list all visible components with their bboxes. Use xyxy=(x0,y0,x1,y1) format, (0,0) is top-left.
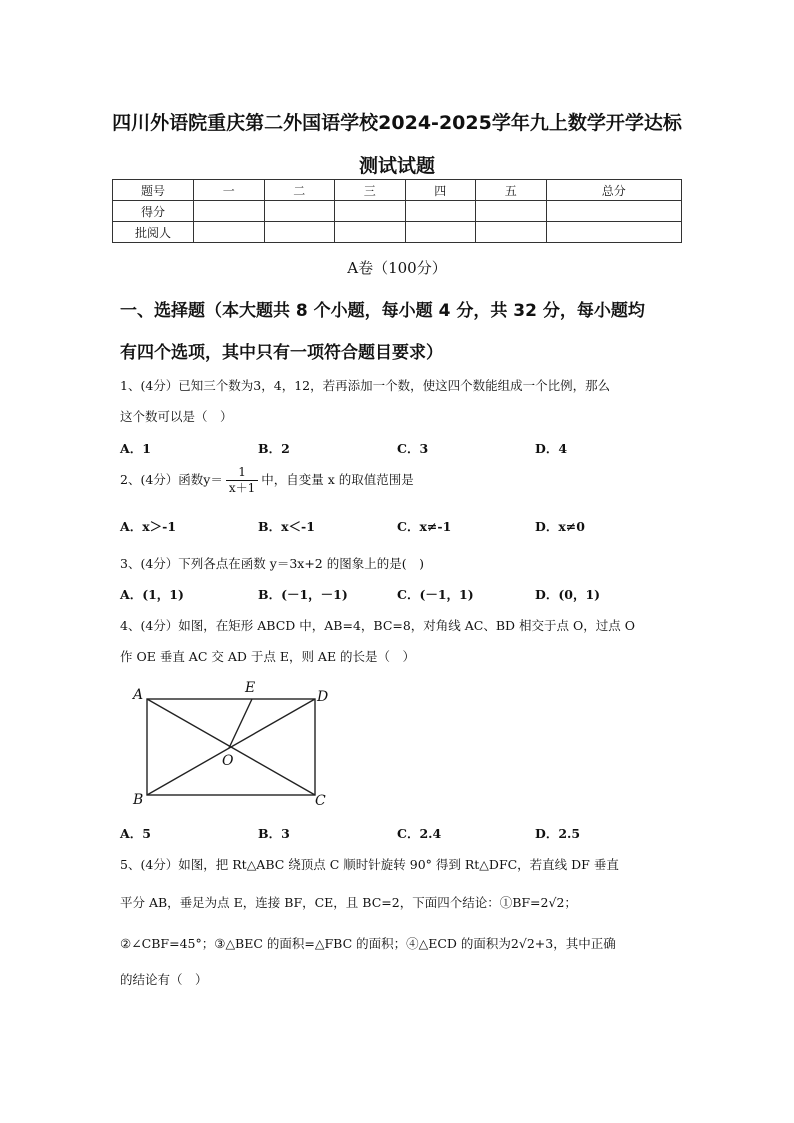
score-table-header-cell: 三 xyxy=(335,180,406,201)
grader-cell[interactable] xyxy=(194,222,265,243)
q5-line2-end: ； xyxy=(564,895,577,910)
score-table-header-row xyxy=(113,180,682,201)
score-table-header-cell: 总分 xyxy=(546,180,682,201)
question-1-line1: 1、(4分）已知三个数为3，4，12，若再添加一个数，使这四个数能组成一个比例，那么 xyxy=(120,378,611,393)
score-cell[interactable] xyxy=(476,201,547,222)
score-table-row xyxy=(113,222,682,243)
score-cell[interactable] xyxy=(405,201,476,222)
score-cell[interactable] xyxy=(546,201,682,222)
score-table-header-cell: 二 xyxy=(264,180,335,201)
rectangle-figure xyxy=(125,677,355,812)
q2-fraction xyxy=(226,465,258,496)
score-cell[interactable] xyxy=(194,201,265,222)
label-d: D xyxy=(317,689,329,705)
label-o: O xyxy=(222,753,234,769)
label-c: C xyxy=(315,793,326,809)
q5-line3-end: ，其中正确 xyxy=(553,936,616,951)
q5-line2-text: 平分 AB，垂足为点 E，连接 BF，CE，且 BC=2，下面四个结论：①BF= xyxy=(120,895,541,910)
grader-cell[interactable] xyxy=(546,222,682,243)
q1-option-b[interactable]: B．2 xyxy=(258,441,290,456)
grader-cell[interactable] xyxy=(264,222,335,243)
label-a: A xyxy=(133,687,144,703)
score-table-row-label: 得分 xyxy=(113,201,194,222)
score-table-header-cell: 题号 xyxy=(113,180,194,201)
paper-title-line2: 测试试题 xyxy=(358,155,435,177)
score-cell[interactable] xyxy=(335,201,406,222)
question-5-line1: 5、(4分）如图，把 Rt△ABC 绕顶点 C 顺时针旋转 90° 得到 Rt△DFC，若直线 DF 垂直 xyxy=(120,857,619,872)
q2-option-d[interactable]: D．x≠0 xyxy=(535,519,585,534)
q4-option-a[interactable]: A．5 xyxy=(120,826,151,841)
score-cell[interactable] xyxy=(264,201,335,222)
q4-option-d[interactable]: D．2.5 xyxy=(535,826,581,841)
q3-option-c[interactable]: C．(－1，1) xyxy=(397,587,474,602)
q2-suffix: 中，自变量 x 的取值范围是 xyxy=(261,472,414,487)
score-table xyxy=(112,179,682,243)
q3-option-d[interactable]: D．(0，1) xyxy=(535,587,601,602)
grader-cell[interactable] xyxy=(476,222,547,243)
grader-cell[interactable] xyxy=(335,222,406,243)
q5-line3-text: ②∠CBF=45°；③△BEC 的面积=△FBC 的面积；④△ECD 的面积为 xyxy=(120,936,511,951)
part1-heading-line1: 一、选择题（本大题共 8 个小题，每小题 4 分，共 32 分，每小题均 xyxy=(120,301,645,321)
question-5-line4: 的结论有（ ） xyxy=(120,972,208,987)
score-table-row xyxy=(113,201,682,222)
q5-math-bf: 2√2 xyxy=(540,895,565,910)
label-e: E xyxy=(245,680,256,696)
q2-prefix: 2、(4分）函数 xyxy=(120,472,204,487)
question-3-line1: 3、(4分）下列各点在函数 y＝3x+2 的图象上的是( ) xyxy=(120,556,424,571)
label-b: B xyxy=(133,792,144,808)
q3-option-a[interactable]: A．(1，1) xyxy=(120,587,184,602)
score-table-row-label: 批阅人 xyxy=(113,222,194,243)
score-table-header-cell: 一 xyxy=(194,180,265,201)
grader-cell[interactable] xyxy=(405,222,476,243)
score-table-header-cell: 四 xyxy=(405,180,476,201)
question-5-line2 xyxy=(120,893,577,911)
q3-option-b[interactable]: B．(－1，－1) xyxy=(258,587,348,602)
q4-option-b[interactable]: B．3 xyxy=(258,826,290,841)
q5-math-area: 2√2+3 xyxy=(510,936,554,951)
question-2-line1 xyxy=(120,465,414,496)
part1-heading-line2: 有四个选项，其中只有一项符合题目要求） xyxy=(120,343,443,363)
question-5-line3 xyxy=(120,934,616,952)
segment-oe xyxy=(229,699,252,748)
q2-y-equals: y＝ xyxy=(203,472,223,487)
q2-option-c[interactable]: C．x≠-1 xyxy=(397,519,452,534)
q2-option-a[interactable]: A．x＞-1 xyxy=(120,519,177,534)
question-4-line2: 作 OE 垂直 AC 交 AD 于点 E，则 AE 的长是（ ） xyxy=(120,649,416,664)
paper-title-line1: 四川外语院重庆第二外国语学校2024-2025学年九上数学开学达标 xyxy=(112,112,682,134)
q1-option-d[interactable]: D．4 xyxy=(535,441,568,456)
q1-option-a[interactable]: A．1 xyxy=(120,441,151,456)
q2-option-b[interactable]: B．x＜-1 xyxy=(258,519,315,534)
q2-fraction-numerator: 1 xyxy=(226,465,258,481)
score-table-header-cell: 五 xyxy=(476,180,547,201)
question-1-line2: 这个数可以是（ ） xyxy=(120,409,233,424)
q2-fraction-denominator: x＋1 xyxy=(228,481,256,495)
section-label: A卷（100分） xyxy=(347,259,447,277)
q1-option-c[interactable]: C．3 xyxy=(397,441,429,456)
question-4-line1: 4、(4分）如图，在矩形 ABCD 中，AB=4，BC=8，对角线 AC、BD 相交于点 O，过点 O xyxy=(120,618,635,633)
q4-option-c[interactable]: C．2.4 xyxy=(397,826,442,841)
